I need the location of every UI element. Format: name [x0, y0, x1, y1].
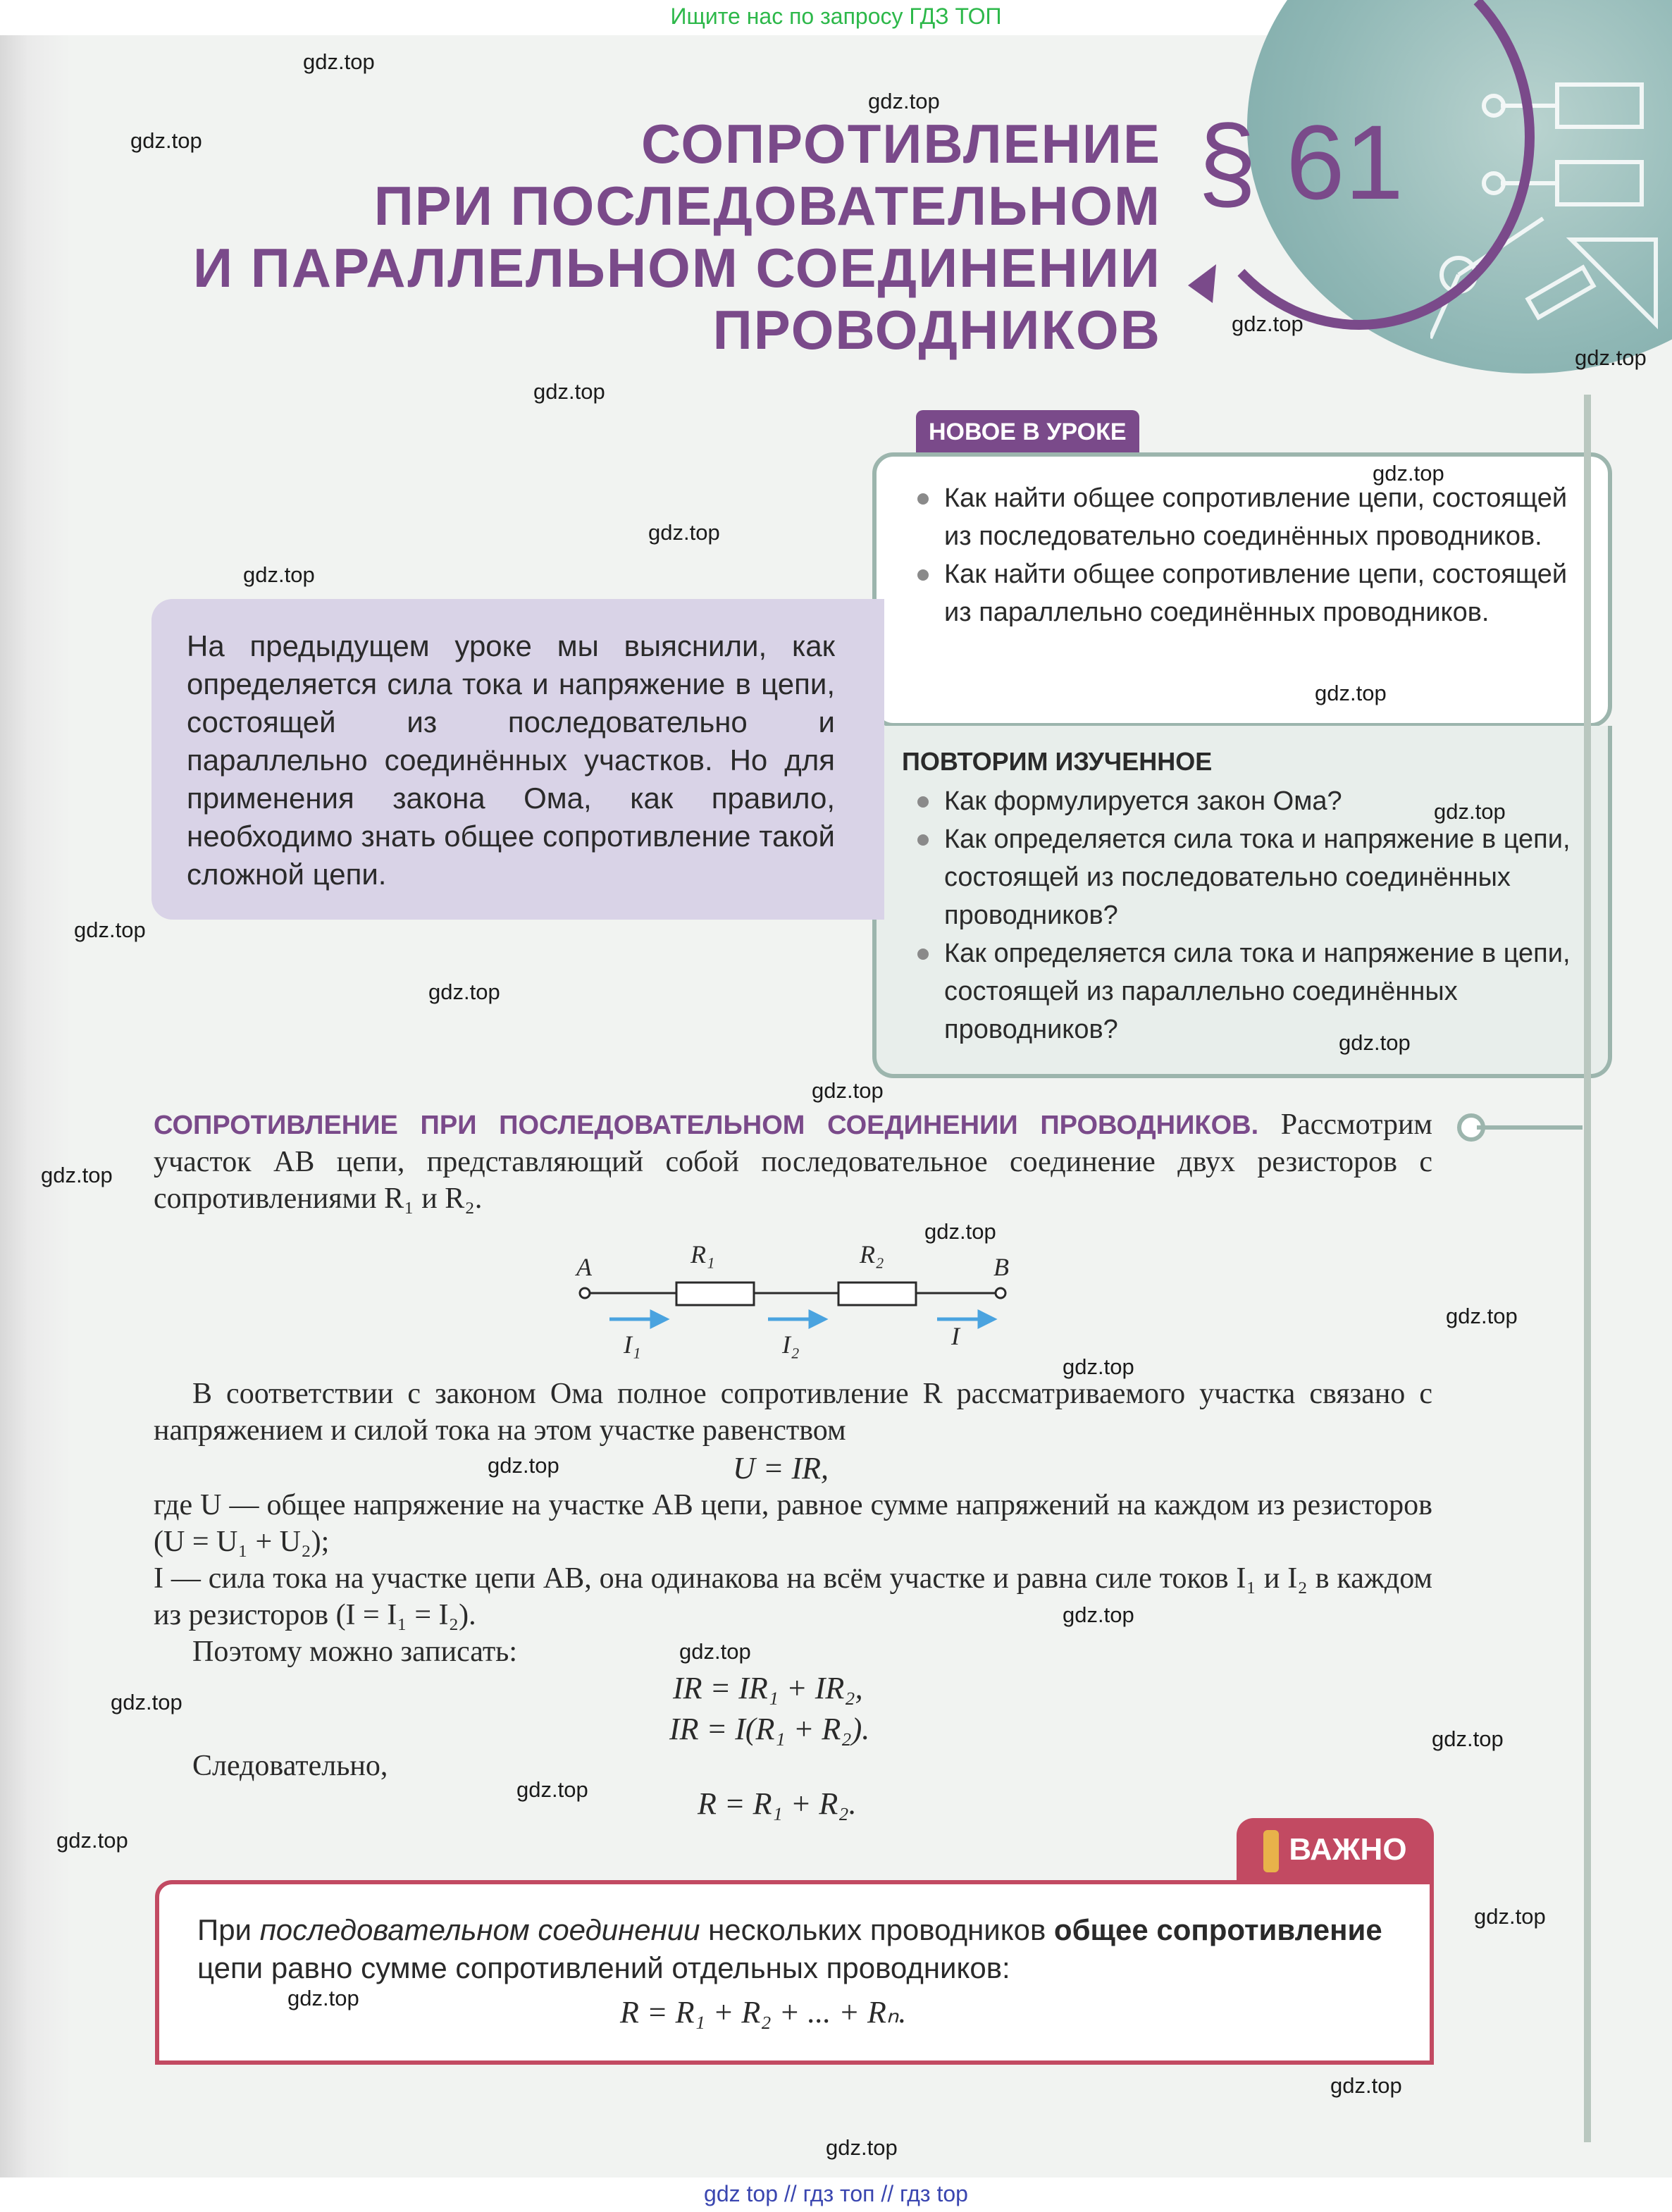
- current-arrow-icon: [609, 1312, 993, 1326]
- title-line-1: СОПРОТИВЛЕНИЕ: [640, 113, 1161, 175]
- watermark: gdz.top: [868, 89, 940, 113]
- resistor-r1: [676, 1283, 754, 1305]
- important-text: [197, 1911, 1395, 1987]
- watermark: gdz.top: [243, 562, 315, 587]
- exclamation-icon: [1263, 1830, 1279, 1872]
- repeat-label: ПОВТОРИМ ИЗУЧЕННОЕ: [902, 747, 1213, 776]
- watermark: gdz.top: [1232, 311, 1303, 336]
- section-intro: Рассмотрим участок AB цепи, представляющий собой последовательное соединение двух резисторов с сопротивлениями R₁ и R₂.: [154, 1108, 1432, 1215]
- watermark: gdz.top: [488, 1453, 559, 1478]
- watermark: gdz.top: [1063, 1354, 1134, 1379]
- watermark: gdz.top: [1063, 1602, 1134, 1627]
- important-label-text: ВАЖНО: [1289, 1832, 1407, 1867]
- intro-text: На предыдущем уроке мы выяснили, как определяется сила тока и напряжение в цепи, состоящей из последовательно и параллельно соединённых участков. Но для применения закона Ома, как правило, необходимо знать общее сопротивление такой сложной цепи.: [187, 629, 835, 891]
- terminal-b: [996, 1288, 1005, 1298]
- list-item: Как формулируется закон Ома?: [909, 782, 1585, 820]
- important-text-bold: общее сопротивление: [1053, 1913, 1382, 1946]
- watermark: gdz.top: [533, 379, 605, 404]
- current-i2-label: I₂: [782, 1330, 800, 1359]
- watermark: gdz.top: [287, 1986, 359, 2010]
- watermark: gdz.top: [679, 1639, 751, 1664]
- paragraph-therefore: Поэтому можно записать:: [192, 1636, 517, 1668]
- formula-ir-factor: IR = I(R₁ + R₂).: [669, 1712, 870, 1746]
- title-line-3: И ПАРАЛЛЕЛЬНОМ СОЕДИНЕНИИ: [192, 237, 1161, 299]
- list-item: Как определяется сила тока и напряжение в цепи, состоящей из последовательно соединённых проводников?: [909, 820, 1585, 934]
- series-circuit-diagram: [564, 1233, 1022, 1360]
- watermark: gdz.top: [130, 128, 202, 153]
- watermark: gdz.top: [428, 980, 500, 1004]
- new-in-lesson-label: НОВОЕ В УРОКЕ: [916, 410, 1139, 454]
- watermark: gdz.top: [812, 1078, 884, 1103]
- watermark: gdz.top: [1434, 799, 1506, 824]
- important-text-italic: последовательном соединении: [259, 1913, 700, 1946]
- terminal-a: [580, 1288, 590, 1298]
- page-title: [104, 113, 1161, 361]
- resistor-r2-label: R₂: [860, 1240, 884, 1268]
- bottom-banner[interactable]: gdz top // гдз топ // гдз top: [704, 2181, 968, 2206]
- list-item: Как найти общее сопротивление цепи, состоящей из последовательно соединённых проводников.: [909, 479, 1585, 555]
- section-marker-line: [1477, 1125, 1583, 1130]
- new-in-lesson-list: [909, 479, 1585, 631]
- watermark: gdz.top: [74, 917, 146, 942]
- current-i-label: I: [951, 1322, 960, 1350]
- list-item: Как определяется сила тока и напряжение в цепи, состоящей из параллельно соединённых проводников?: [909, 934, 1585, 1049]
- arc-arrow-icon: [1181, 261, 1223, 310]
- watermark: gdz.top: [1315, 681, 1387, 705]
- section-paragraph: [154, 1106, 1432, 1217]
- watermark: gdz.top: [1373, 461, 1444, 486]
- watermark: gdz.top: [516, 1777, 588, 1802]
- title-line-4: ПРОВОДНИКОВ: [712, 299, 1161, 361]
- resistor-r2: [838, 1283, 916, 1305]
- watermark: gdz.top: [111, 1690, 182, 1714]
- paragraph-where-i: I — сила тока на участке цепи AB, она одинакова на всём участке и равна силе токов I₁ и I₂ в каждом из резисторов (I = I₁ = I₂).: [154, 1562, 1432, 1631]
- paragraph-ohm: В соответствии с законом Ома полное сопротивление R рассматриваемого участка связано с напряжением и силой тока на этом участке равенством: [154, 1378, 1432, 1447]
- important-formula: R = R₁ + R₂ + ... + Rₙ.: [620, 1995, 907, 2029]
- important-text-part: При: [197, 1913, 260, 1946]
- formula-ir-sum: IR = IR₁ + IR₂,: [673, 1671, 863, 1705]
- page-spine: [0, 35, 70, 2177]
- watermark: gdz.top: [303, 49, 375, 74]
- circuit-point-a: A: [576, 1253, 592, 1281]
- top-banner[interactable]: Ищите нас по запросу ГДЗ ТОП: [670, 4, 1002, 29]
- important-text-part: цепи равно сумме сопротивлений отдельных проводников:: [197, 1951, 1010, 1984]
- important-text-part: нескольких проводников: [700, 1913, 1054, 1946]
- watermark: gdz.top: [56, 1828, 128, 1853]
- list-item: Как найти общее сопротивление цепи, состоящей из параллельно соединённых проводников.: [909, 555, 1585, 631]
- watermark: gdz.top: [648, 520, 720, 545]
- watermark: gdz.top: [924, 1219, 996, 1244]
- watermark: gdz.top: [1446, 1304, 1518, 1328]
- current-i1-label: I₁: [624, 1330, 641, 1359]
- page-edge-strip: [1584, 395, 1591, 2142]
- watermark: gdz.top: [1330, 2073, 1402, 2098]
- important-label: [1237, 1818, 1434, 1882]
- formula-r-sum: R = R₁ + R₂.: [698, 1786, 857, 1821]
- watermark: gdz.top: [1575, 345, 1647, 370]
- circuit-point-b: B: [993, 1253, 1009, 1281]
- formula-u-ir: U = IR,: [733, 1451, 829, 1485]
- paragraph-where-u: где U — общее напряжение на участке AB цепи, равное сумме напряжений на каждом из резисторов (U = U₁ + U₂);: [154, 1489, 1432, 1558]
- resistor-r1-label: R₁: [691, 1240, 715, 1268]
- watermark: gdz.top: [1339, 1030, 1411, 1055]
- title-line-2: ПРИ ПОСЛЕДОВАТЕЛЬНОМ: [373, 175, 1161, 237]
- paragraph-consequently: Следовательно,: [192, 1750, 388, 1782]
- section-number: § 61: [1198, 103, 1404, 221]
- watermark: gdz.top: [41, 1163, 113, 1187]
- watermark: gdz.top: [826, 2135, 898, 2160]
- watermark: gdz.top: [1474, 1904, 1546, 1929]
- watermark: gdz.top: [1432, 1726, 1504, 1751]
- section-heading: СОПРОТИВЛЕНИЕ ПРИ ПОСЛЕДОВАТЕЛЬНОМ СОЕДИНЕНИИ ПРОВОДНИКОВ.: [154, 1111, 1259, 1140]
